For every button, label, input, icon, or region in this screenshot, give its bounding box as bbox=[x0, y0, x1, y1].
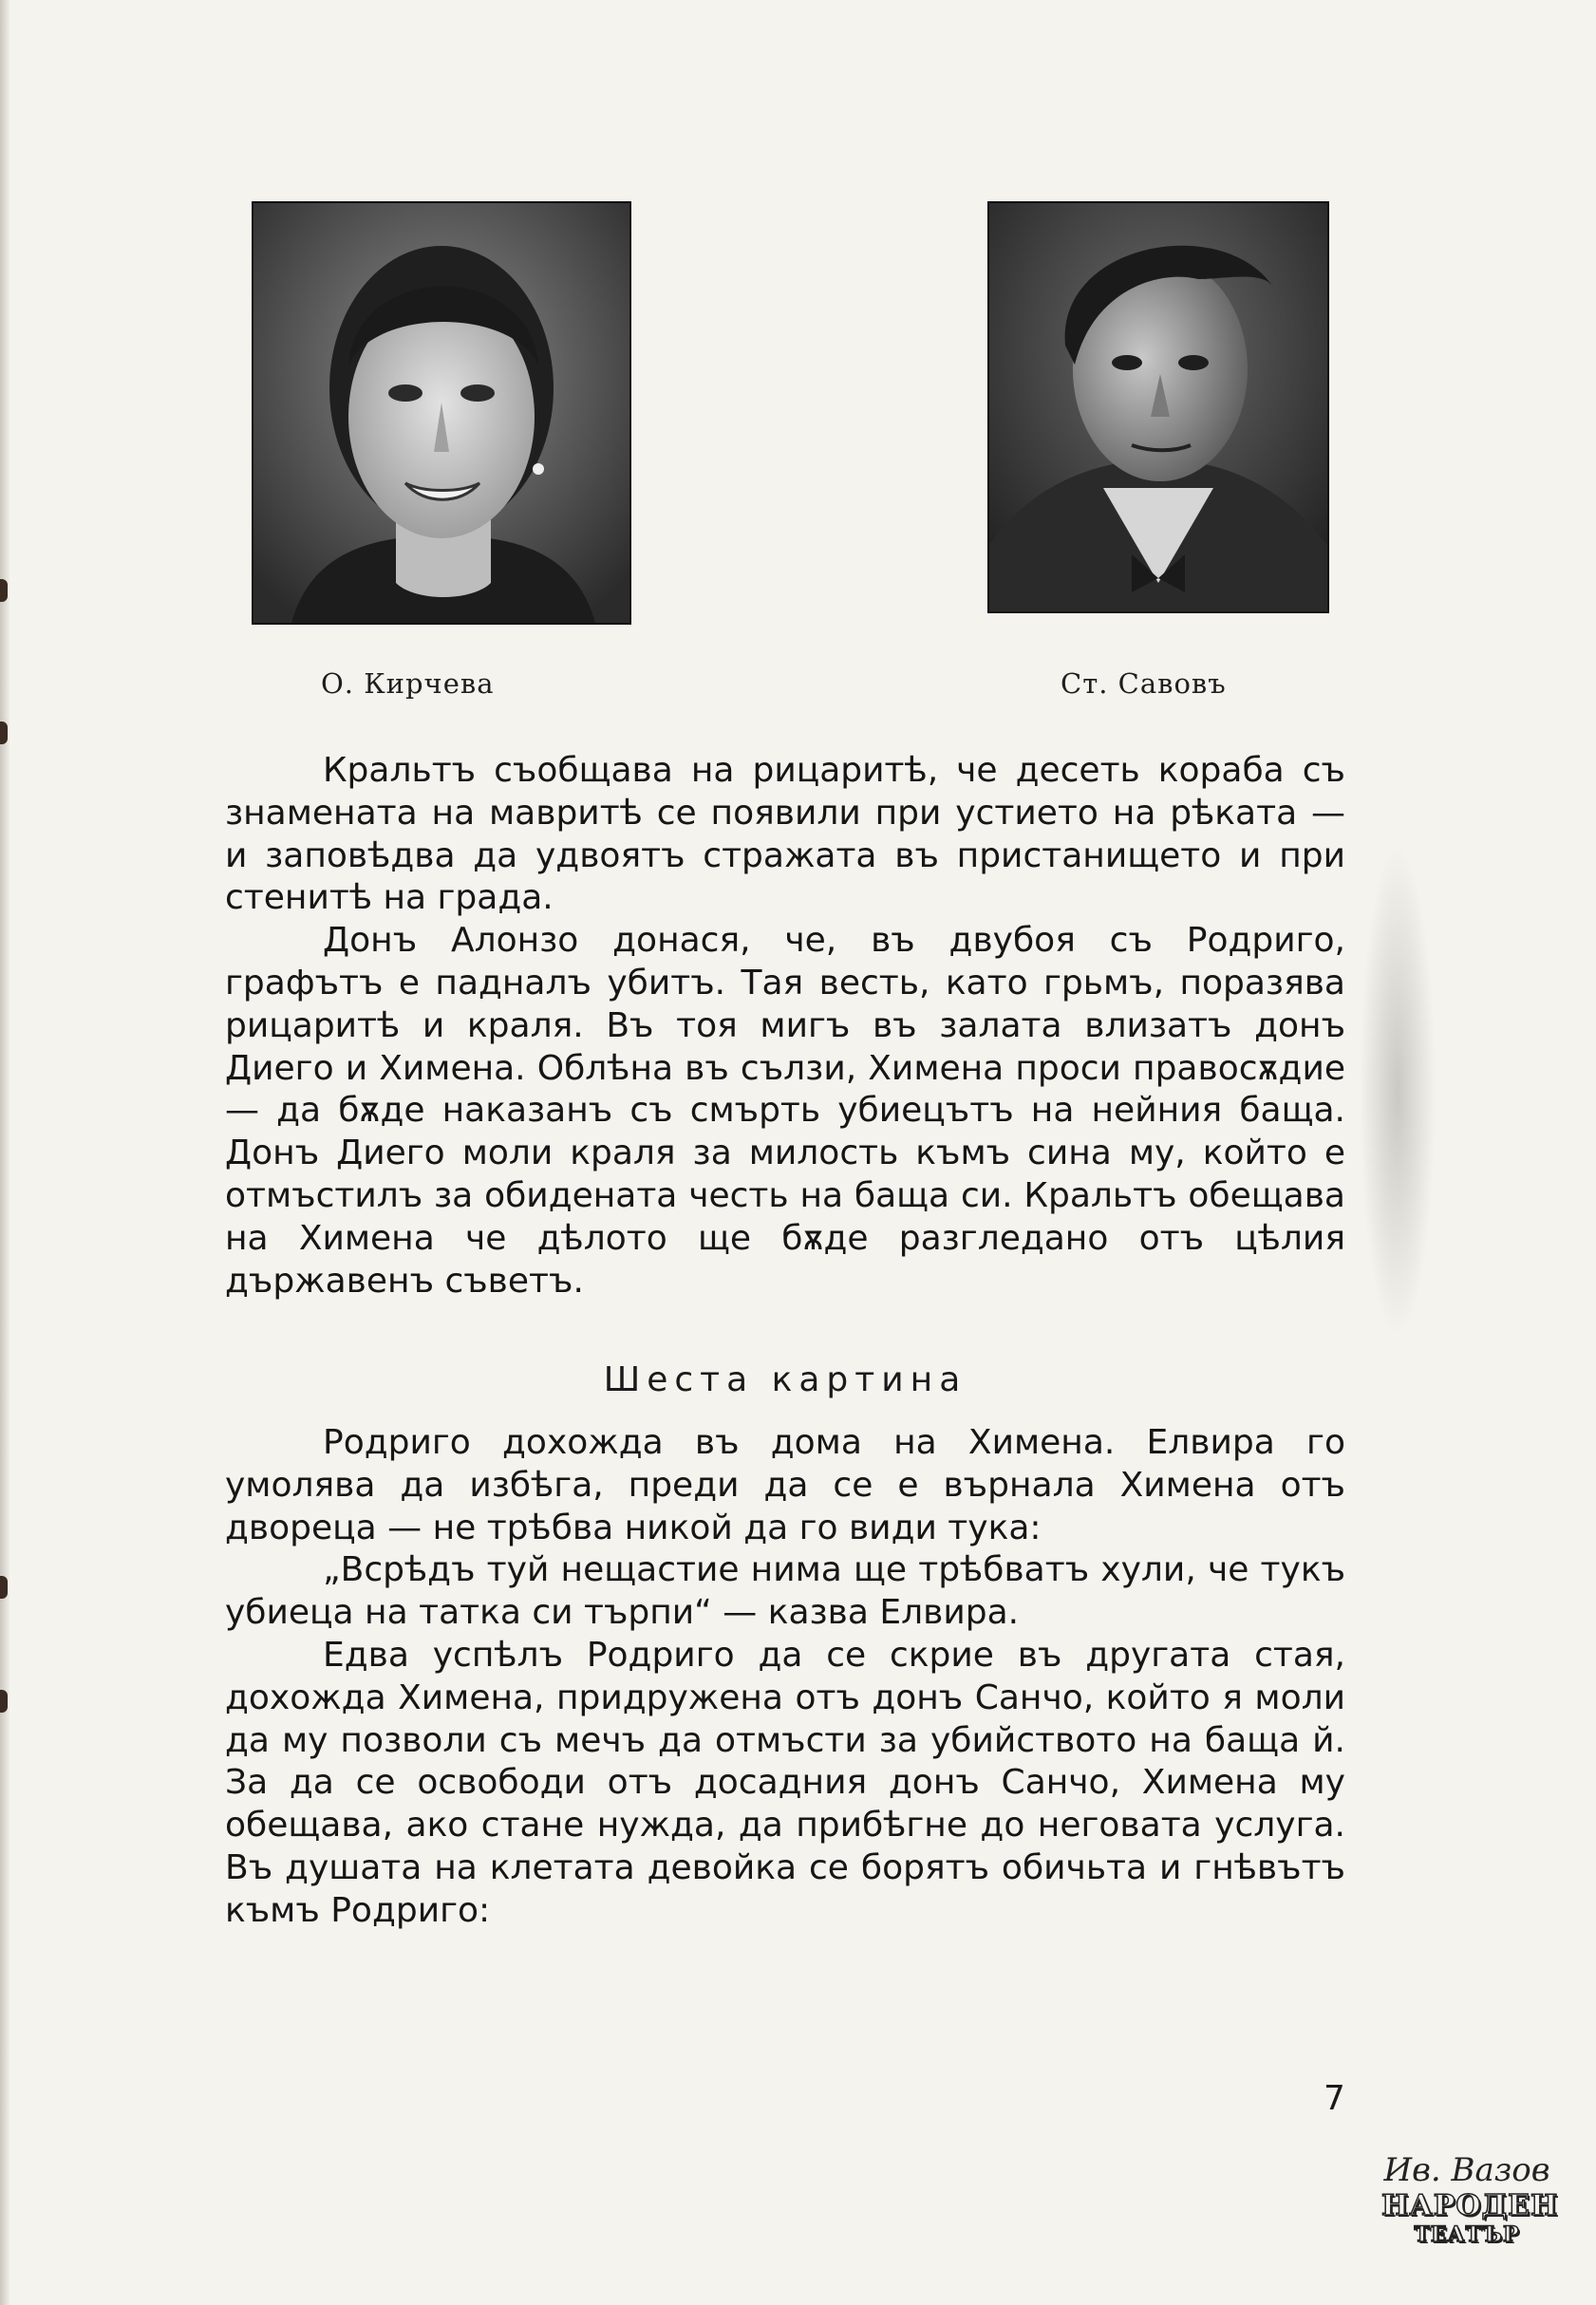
page-smudge bbox=[1360, 845, 1436, 1339]
binding-hole bbox=[0, 1690, 8, 1713]
paragraph: Кральтъ съобщава на рицаритѣ, че десеть кораба съ знамената на мавритѣ се появили при устието на рѣката — и заповѣдва да удвоятъ стражата въ пристанището и при стенитѣ на града. bbox=[225, 751, 1345, 918]
body-text-after bbox=[225, 1422, 1345, 1933]
binding-hole bbox=[0, 1576, 8, 1599]
logo-signature: Ив. Вазов bbox=[1383, 2151, 1550, 2189]
paragraph: Донъ Алонзо донася, че, въ двубоя съ Родриго, графътъ е падналъ убитъ. Тая весть, като грьмъ, поразява рицаритѣ и краля. Въ тоя мигъ въ залата влизатъ донъ Диего и Химена. Облѣна въ сълзи, Химена проси правосѫдие — да бѫде наказанъ съ смърть убиецътъ на нейния баща. Донъ Диего моли краля за милость къмъ сина му, който е отмъстилъ за обидената честь на баща си. Кральтъ обещава на Химена че дѣлото ще бѫде разгледано отъ цѣлия държавенъ съветъ. bbox=[225, 921, 1345, 1301]
portrait-photo-savov bbox=[987, 201, 1329, 613]
paragraph: „Всрѣдъ туй нещастие нима ще трѣбватъ хули, че тукъ убиеца на татка си търпи“ — казва Елвира. bbox=[225, 1550, 1345, 1633]
photo-caption-kircheva: О. Кирчева bbox=[321, 667, 495, 700]
section-heading: Шеста картина bbox=[603, 1360, 967, 1399]
logo-line-narodni: НАРОДЕН bbox=[1381, 2189, 1559, 2222]
binding-hole bbox=[0, 579, 8, 602]
logo-line-teatar: ТЕАТЪР bbox=[1414, 2222, 1520, 2247]
binding-hole bbox=[0, 721, 8, 744]
theatre-logo-stamp bbox=[1381, 2150, 1559, 2264]
page-binding-edge bbox=[0, 0, 9, 2305]
body-text-before bbox=[225, 750, 1345, 1302]
photo-caption-savov: Ст. Савовъ bbox=[1061, 667, 1227, 700]
paragraph: Родриго дохожда въ дома на Химена. Елвира го умолява да избѣга, преди да се е върнала Химена отъ двореца — не трѣбва никой да го види тука: bbox=[225, 1423, 1345, 1547]
page-number: 7 bbox=[1324, 2079, 1345, 2118]
paragraph: Едва успѣлъ Родриго да се скрие въ другата стая, дохожда Химена, придружена отъ донъ Санчо, който я моли да му позволи съ мечъ да отмъсти за убийството на баща й. За да се освободи отъ досадния донъ Санчо, Химена му обещава, ако стане нужда, да прибѣгне до неговата услуга. Въ душата на клетата девойка се борятъ обичьта и гнѣвътъ къмъ Родриго: bbox=[225, 1635, 1345, 1930]
portrait-photo-kircheva bbox=[252, 201, 631, 625]
